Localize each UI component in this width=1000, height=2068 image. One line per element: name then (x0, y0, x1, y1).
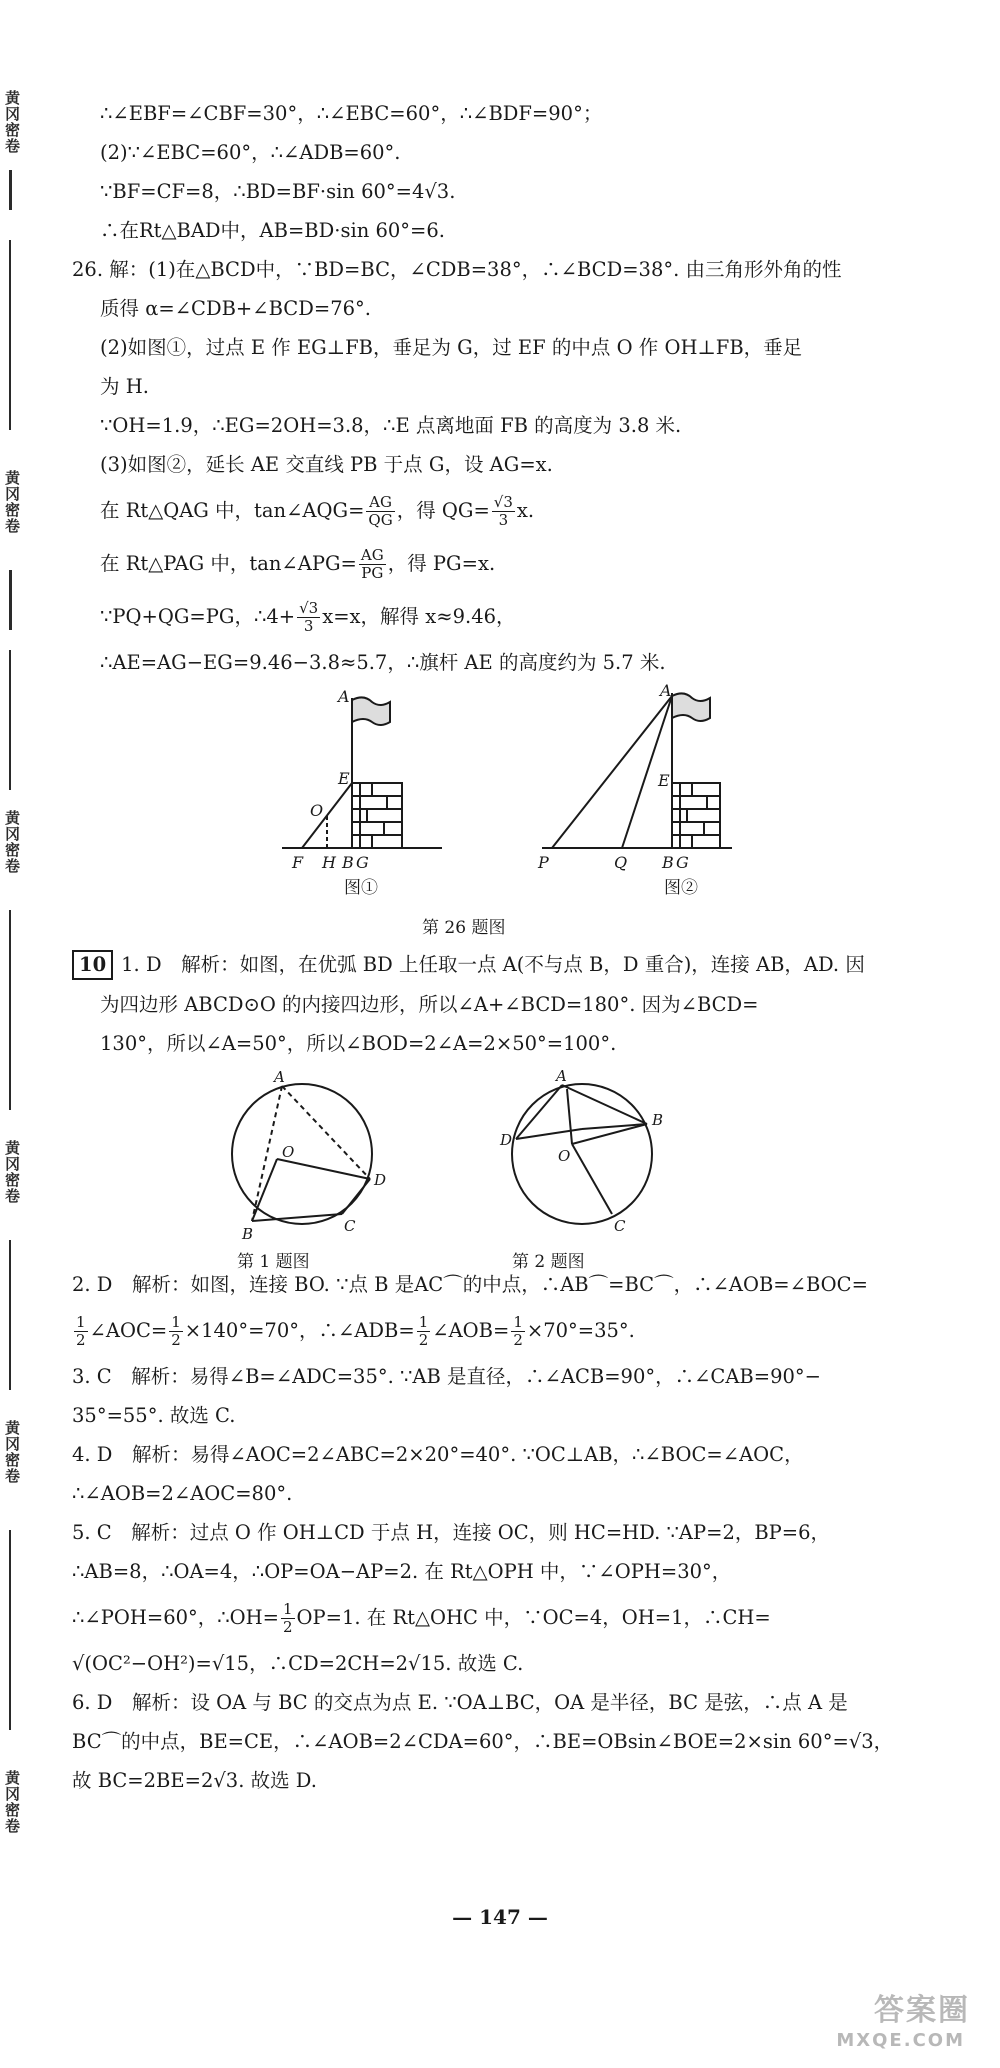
strip-rule (9, 240, 11, 430)
point-label: G (676, 853, 689, 872)
text-line: 130°，所以∠A=50°，所以∠BOD=2∠A=2×50°=100°. (100, 1032, 617, 1055)
strip-mark: 黄冈密卷 (3, 1140, 21, 1204)
text-line: 质得 α=∠CDB+∠BCD=76°. (100, 297, 371, 320)
point-label: E (338, 769, 350, 788)
text-run: OP=1. 在 Rt△OHC 中，∵OC=4，OH=1，∴CH= (296, 1606, 771, 1629)
text-line: 故 BC=2BE=2√3. 故选 D. (72, 1769, 317, 1792)
text-run: x. (516, 499, 535, 522)
strip-rule (9, 1240, 11, 1390)
fraction: $\frac{1}{2}$ (171, 1313, 181, 1349)
text-run: 在 Rt△QAG 中，tan∠AQG= (100, 499, 365, 522)
text-line: ∴∠AOB=2∠AOC=80°. (72, 1482, 293, 1505)
text-line-frac (72, 596, 952, 638)
text-line: 为四边形 ABCD⊙O 的内接四边形，所以∠A+∠BCD=180°. 因为∠BCD= (100, 993, 759, 1016)
text-line: ∵OH=1.9，∴EG=2OH=3.8，∴E 点离地面 FB 的高度为 3.8 米. (100, 414, 682, 437)
text-line: 2. D 解析：如图，连接 BO. ∵点 B 是AC⌒的中点，∴AB⌒=BC⌒，∴∠AOB=∠BOC= (72, 1273, 868, 1296)
point-label: F (292, 853, 304, 872)
fraction: $\frac{1}{2}$ (76, 1313, 86, 1349)
text-line: (2)∵∠EBC=60°，∴∠ADB=60°. (100, 141, 401, 164)
text-line: (3)如图②，延长 AE 交直线 PB 于点 G，设 AG=x. (100, 453, 553, 476)
text-line-frac (72, 543, 952, 585)
point-label: G (356, 853, 369, 872)
strip-mark: 黄冈密卷 (3, 470, 21, 534)
text-line: (2)如图①，过点 E 作 EG⊥FB，垂足为 G，过 EF 的中点 O 作 OH⊥FB，垂足 (100, 336, 803, 359)
point-label: O (558, 1147, 571, 1165)
point-label: P (538, 853, 549, 872)
text-line-frac (72, 1597, 952, 1639)
point-label: B (342, 853, 354, 872)
fraction: $\frac{AG}{PG}$ (360, 546, 384, 582)
figure-label: 图① (344, 878, 378, 898)
point-label: D (500, 1131, 513, 1149)
strip-mark: 黄冈密卷 (3, 90, 21, 154)
figure-26-2 (532, 678, 772, 898)
point-label: A (556, 1069, 567, 1085)
text-run: ，得 QG= (396, 499, 490, 522)
figure-caption: 第 2 题图 (512, 1252, 585, 1272)
text-line: ∴AB=8，∴OA=4，∴OP=OA−AP=2. 在 Rt△OPH 中，∵∠OPH=30°， (72, 1560, 732, 1583)
strip-rule (9, 650, 11, 790)
fraction: $\frac{1}{2}$ (513, 1313, 523, 1349)
point-label: O (310, 801, 324, 820)
strip-rule (9, 570, 12, 630)
point-label: B (242, 1225, 254, 1243)
text-line: 3. C 解析：易得∠B=∠ADC=35°. ∵AB 是直径，∴∠ACB=90°，∴∠CAB=90°− (72, 1365, 822, 1388)
text-run: ∴∠POH=60°，∴OH= (72, 1606, 279, 1629)
watermark-logo: 答案圈 (874, 1993, 970, 2028)
text-run: ∵PQ+QG=PG，∴4+ (100, 605, 296, 628)
text-line-frac (72, 1310, 952, 1352)
point-label: B (652, 1111, 664, 1129)
text-line: ∴AE=AG−EG=9.46−3.8≈5.7，∴旗杆 AE 的高度约为 5.7 米. (100, 651, 666, 674)
strip-mark: 黄冈密卷 (3, 1420, 21, 1484)
text-line: √(OC²−OH²)=√15，∴CD=2CH=2√15. 故选 C. (72, 1652, 524, 1675)
figure-caption: 第 26 题图 (422, 918, 506, 938)
fraction: $\frac{√3}{3}$ (299, 599, 319, 635)
strip-rule (9, 1530, 11, 1730)
strip-rule (9, 170, 12, 210)
text-run: 在 Rt△PAG 中，tan∠APG= (100, 552, 357, 575)
strip-mark: 黄冈密卷 (3, 1770, 21, 1834)
text-line: BC⌒的中点，BE=CE，∴∠AOB=2∠CDA=60°，∴BE=OBsin∠BOE=2×sin 60°=√3， (72, 1730, 894, 1753)
fraction: $\frac{1}{2}$ (283, 1600, 293, 1636)
point-label: A (274, 1069, 285, 1086)
figure-26-1 (272, 688, 472, 898)
text-run: x=x，解得 x≈9.46， (322, 605, 516, 628)
point-label: H (322, 853, 336, 872)
question-number-badge: 10 (72, 950, 113, 980)
text-line: ∴∠EBF=∠CBF=30°，∴∠EBC=60°，∴∠BDF=90°； (100, 102, 603, 125)
point-label: C (614, 1217, 626, 1235)
text-line: ∴在Rt△BAD中，AB=BD·sin 60°=6. (100, 219, 445, 242)
text-line: 为 H. (100, 375, 149, 398)
text-line: 5. C 解析：过点 O 作 OH⊥CD 于点 H，连接 OC，则 HC=HD. ∵AP=2，BP=6， (72, 1521, 831, 1544)
text-run: ×70°=35°. (526, 1319, 635, 1342)
text-run: ×140°=70°，∴∠ADB= (184, 1319, 415, 1342)
text-line: 6. D 解析：设 OA 与 BC 的交点为点 E. ∵OA⊥BC，OA 是半径，BC 是弦，∴点 A 是 (72, 1691, 848, 1714)
text-line: 35°=55°. 故选 C. (72, 1404, 236, 1427)
point-label: Q (614, 853, 628, 872)
point-label: D (374, 1171, 387, 1189)
fraction: $\frac{AG}{QG}$ (368, 493, 393, 529)
point-label: O (282, 1143, 295, 1161)
page-number: — 147 — (452, 1905, 548, 1929)
strip-rule (9, 910, 11, 1110)
figure-label: 图② (664, 878, 698, 898)
text-run: 1. D 解析：如图，在优弧 BD 上任取一点 A(不与点 B，D 重合)，连接 AB，AD. 因 (121, 953, 865, 976)
point-label: C (344, 1217, 356, 1235)
figure-caption: 第 1 题图 (237, 1252, 310, 1272)
problem-26-line: 26. 解：(1)在△BCD中，∵BD=BC，∠CDB=38°，∴∠BCD=38°. 由三角形外角的性 (72, 258, 842, 281)
fraction: $\frac{1}{2}$ (418, 1313, 429, 1349)
solution-text (72, 100, 952, 1806)
point-label: E (658, 771, 670, 790)
point-label: A (338, 688, 350, 706)
text-run: ∠AOB= (432, 1319, 510, 1342)
circle-figure-2 (492, 1069, 672, 1269)
text-line: ∵BF=CF=8，∴BD=BF·sin 60°=4√3. (100, 180, 456, 203)
watermark-url: MXQE.COM (836, 2030, 965, 2051)
problem-10-line (72, 950, 952, 980)
text-run: ∠AOC= (89, 1319, 168, 1342)
circle-figures-row (72, 1069, 952, 1272)
circle-figure-1 (222, 1069, 402, 1269)
point-label: B (662, 853, 674, 872)
point-label: A (660, 681, 672, 700)
binding-strip (0, 90, 22, 1970)
text-line-frac (72, 490, 952, 532)
figure-26-row (72, 681, 952, 948)
text-line: 4. D 解析：易得∠AOC=2∠ABC=2×20°=40°. ∵OC⊥AB，∴∠BOC=∠AOC， (72, 1443, 804, 1466)
text-run: ，得 PG=x. (387, 552, 496, 575)
strip-mark: 黄冈密卷 (3, 810, 21, 874)
fraction: $\frac{√3}{3}$ (493, 493, 513, 529)
